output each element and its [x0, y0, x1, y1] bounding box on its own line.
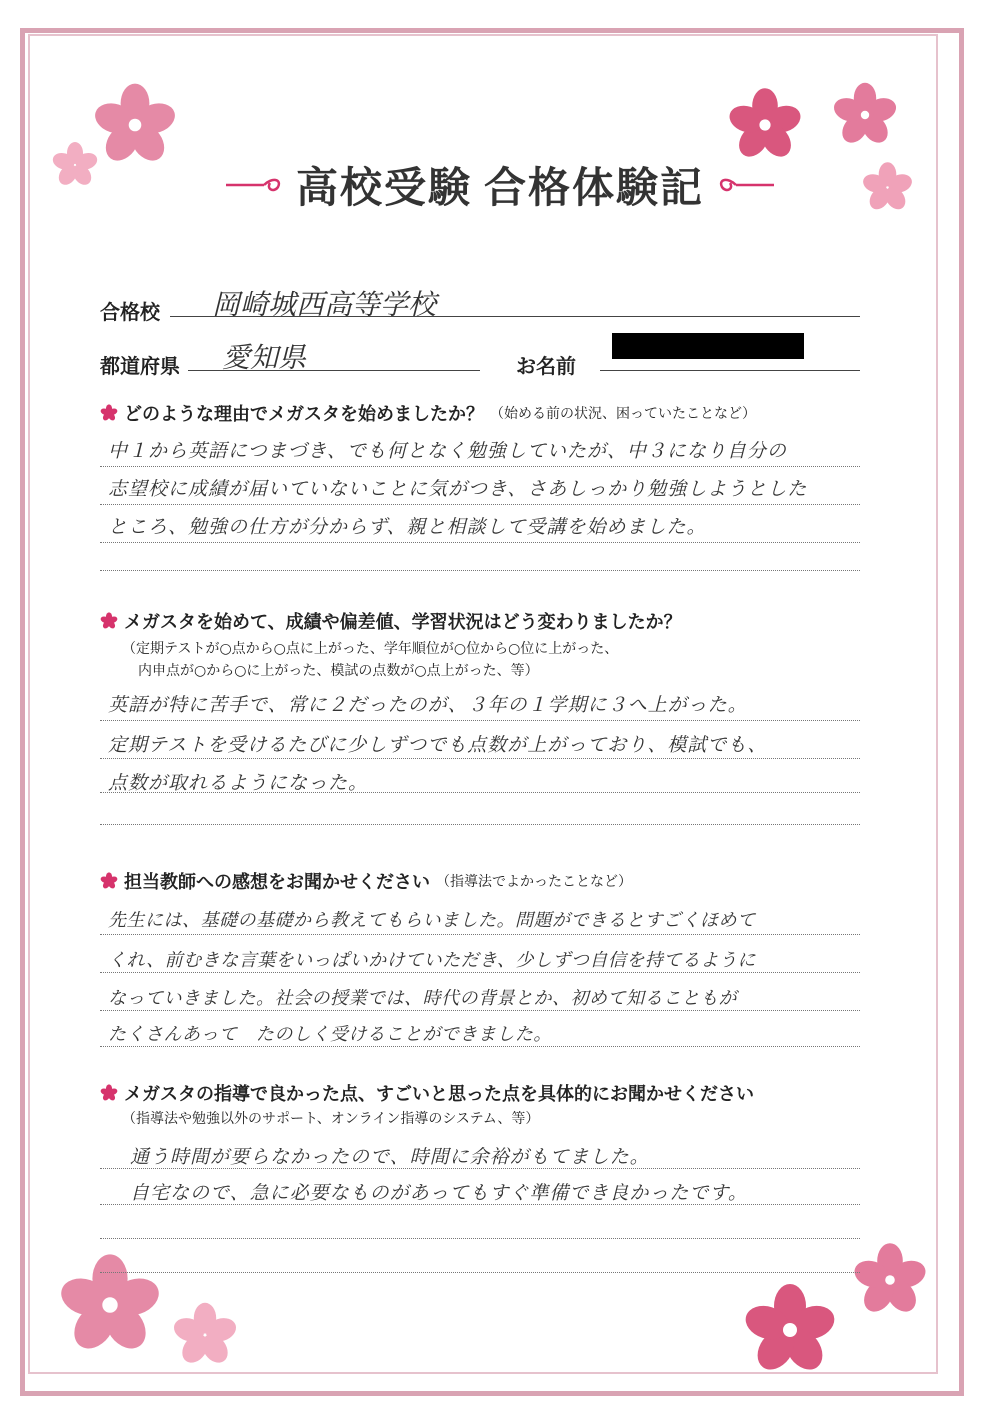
- bullet-flower-icon: [100, 872, 118, 890]
- answer-4-rule-1: [100, 1168, 860, 1169]
- school-label: 合格校: [100, 300, 160, 324]
- form-title: [200, 150, 800, 220]
- sakura-flower-icon: [740, 1280, 840, 1380]
- answer-1-rule-3: [100, 542, 860, 543]
- question-2-heading: [100, 608, 682, 634]
- sakura-flower-icon: [55, 1250, 165, 1360]
- sakura-flower-icon: [850, 1240, 930, 1320]
- answer-2-line-1: 英語が特に苦手で、常に２だったのが、３年の１学期に３へ上がった。: [108, 694, 748, 716]
- question-1-text: どのような理由でメガスタを始めましたか？: [124, 404, 484, 425]
- question-1-note: （始める前の状況、困っていたことなど）: [490, 406, 756, 422]
- answer-3-rule-2: [100, 972, 860, 973]
- name-label: お名前: [516, 354, 576, 378]
- answer-1-rule-2: [100, 504, 860, 505]
- question-2-subnote-2: 内申点が○から○に上がった、模試の点数が○点上がった、等）: [138, 663, 539, 679]
- question-2-text: メガスタを始めて、成績や偏差値、学習状況はどう変わりましたか？: [124, 612, 682, 633]
- question-4-subnote-1: （指導法や勉強以外のサポート、オンライン指導のシステム、等）: [122, 1111, 540, 1127]
- answer-2-line-2: 定期テストを受けるたびに少しずつでも点数が上がっており、模試でも、: [108, 734, 768, 756]
- sakura-flower-icon: [830, 80, 900, 150]
- answer-1-rule-1: [100, 466, 860, 467]
- question-1-heading: [100, 400, 756, 426]
- answer-3-rule-4: [100, 1046, 860, 1047]
- answer-1-line-2: 志望校に成績が届いていないことに気がつき、さあしっかり勉強しようとした: [108, 478, 808, 500]
- school-value: 岡崎城西高等学校: [212, 288, 437, 321]
- answer-4-rule-3: [100, 1238, 860, 1239]
- answer-2-rule-1: [100, 720, 860, 721]
- answer-3-rule-1: [100, 934, 860, 935]
- school-underline: [170, 316, 860, 317]
- answer-2-rule-4: [100, 824, 860, 825]
- sakura-flower-icon: [50, 140, 100, 190]
- question-3-text: 担当教師への感想をお聞かせください: [124, 872, 430, 893]
- answer-4-rule-4: [100, 1272, 860, 1273]
- question-4-heading: [100, 1080, 754, 1106]
- answer-3-line-1: 先生には、基礎の基礎から教えてもらいました。問題ができるとすごくほめて: [108, 910, 756, 931]
- flourish-right-icon: [716, 173, 776, 197]
- answer-4-line-1: 通う時間が要らなかったので、時間に余裕がもてました。: [130, 1146, 650, 1168]
- answer-1-line-3: ところ、勉強の仕方が分からず、親と相談して受講を始めました。: [108, 516, 707, 538]
- bullet-flower-icon: [100, 612, 118, 630]
- name-redaction: [612, 333, 804, 359]
- prefecture-label: 都道府県: [100, 354, 180, 378]
- answer-4-rule-2: [100, 1204, 860, 1205]
- answer-3-line-4: たくさんあって たのしく受けることができました。: [108, 1024, 552, 1045]
- title-exam: 高校受験: [295, 163, 472, 212]
- flourish-left-icon: [224, 173, 284, 197]
- answer-1-rule-4: [100, 570, 860, 571]
- bullet-flower-icon: [100, 404, 118, 422]
- answer-2-line-3: 点数が取れるようになった。: [108, 772, 369, 794]
- answer-4-line-2: 自宅なので、急に必要なものがあってもすぐ準備でき良かったです。: [130, 1182, 748, 1204]
- answer-3-rule-3: [100, 1010, 860, 1011]
- answer-3-line-3: なっていきました。社会の授業では、時代の背景とか、初めて知ることもが: [108, 988, 737, 1009]
- question-2-subnote-1: （定期テストが○点から○点に上がった、学年順位が○位から○位に上がった、: [122, 641, 619, 657]
- sakura-flower-icon: [170, 1300, 240, 1370]
- prefecture-value: 愛知県: [222, 341, 307, 374]
- title-experience: 合格体験記: [484, 163, 705, 212]
- question-4-text: メガスタの指導で良かった点、すごいと思った点を具体的にお聞かせください: [124, 1084, 754, 1105]
- answer-2-rule-3: [100, 792, 860, 793]
- answer-3-line-2: くれ、前むきな言葉をいっぱいかけていただき、少しずつ自信を持てるように: [108, 950, 756, 971]
- question-3-heading: [100, 868, 632, 894]
- sakura-flower-icon: [90, 80, 180, 170]
- answer-2-rule-2: [100, 758, 860, 759]
- sakura-flower-icon: [860, 160, 915, 215]
- bullet-flower-icon: [100, 1084, 118, 1102]
- name-underline: [600, 370, 860, 371]
- prefecture-underline: [188, 370, 480, 371]
- answer-1-line-1: 中１から英語につまづき、でも何となく勉強していたが、中３になり自分の: [108, 440, 787, 462]
- question-3-note: （指導法でよかったことなど）: [436, 874, 632, 890]
